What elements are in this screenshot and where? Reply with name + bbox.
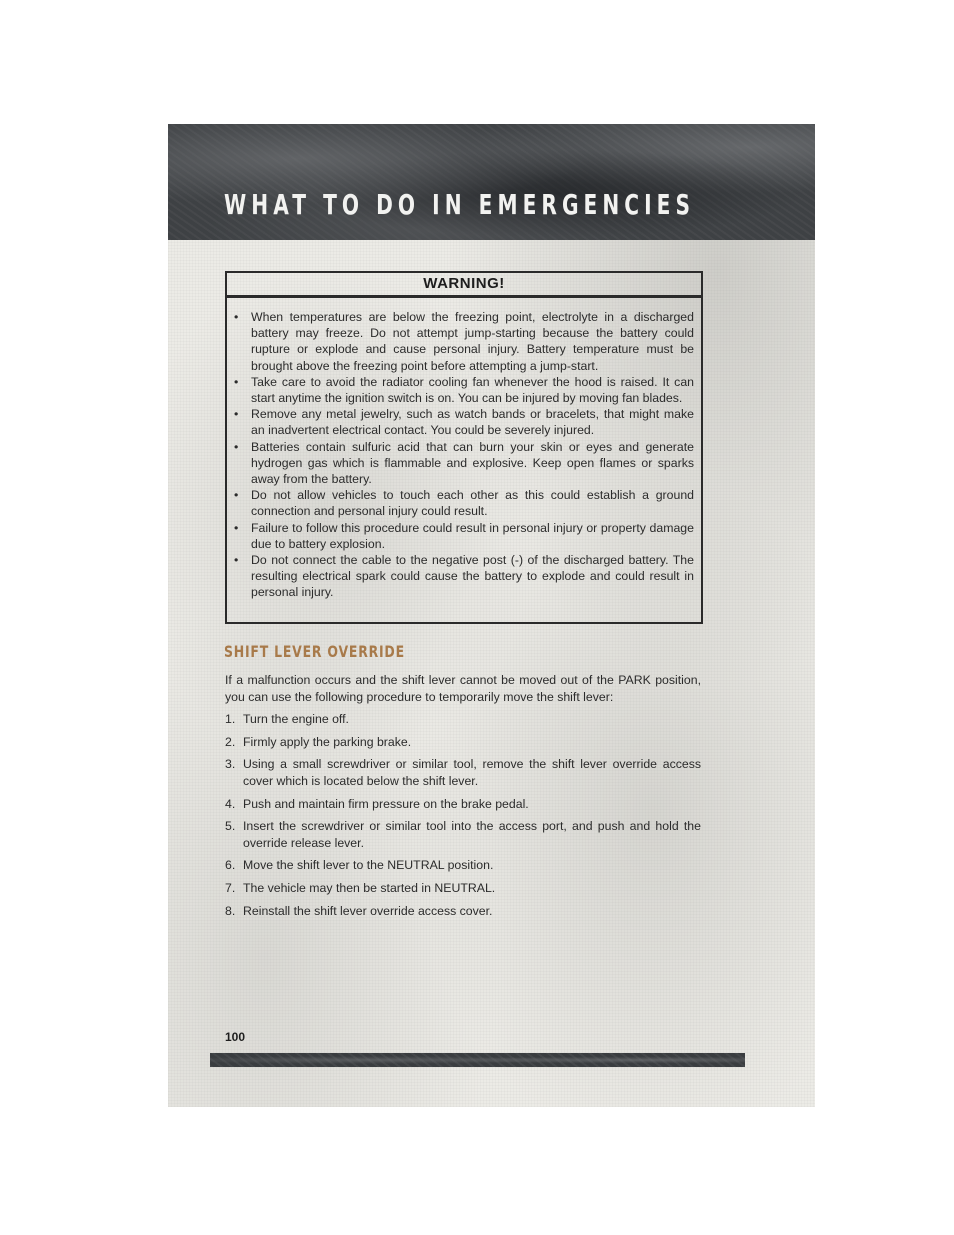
- warning-item-text: When temperatures are below the freezing point, electrolyte in a discharged battery may freeze. Do not attempt jump-starting because the battery could rupture or explode and cause personal injury. Battery temperature must be brought above the freezing point before attempting a jump-start.: [251, 310, 694, 373]
- step-text: Firmly apply the parking brake.: [243, 734, 412, 749]
- page-number: 100: [225, 1030, 246, 1044]
- warning-item-text: Do not connect the cable to the negative post (-) of the discharged battery. The resulting electrical spark could cause the battery to explode and could result in personal injury.: [251, 553, 694, 600]
- warning-item: [234, 439, 694, 488]
- step-item: [225, 756, 701, 789]
- bullet-icon: •: [234, 488, 239, 503]
- warning-list: [227, 298, 701, 601]
- step-text: Move the shift lever to the NEUTRAL position.: [243, 858, 494, 873]
- warning-item: [234, 520, 694, 552]
- bullet-icon: •: [234, 310, 239, 324]
- step-number: 6.: [225, 858, 236, 873]
- header-band: [168, 124, 815, 240]
- chapter-title: WHAT TO DO IN EMERGENCIES: [224, 188, 696, 221]
- warning-item: [234, 552, 694, 601]
- warning-item: [234, 309, 694, 374]
- step-number: 1.: [225, 712, 236, 726]
- step-number: 3.: [225, 757, 236, 772]
- warning-heading: WARNING!: [227, 273, 701, 298]
- step-item: [225, 734, 701, 751]
- footer-band: [210, 1053, 745, 1067]
- manual-page: [168, 124, 815, 1107]
- procedure-steps: [225, 711, 701, 926]
- warning-item-text: Failure to follow this procedure could result in personal injury or property damage due to battery explosion.: [251, 520, 694, 551]
- step-item: [225, 818, 701, 851]
- step-number: 7.: [225, 881, 236, 896]
- step-number: 5.: [225, 819, 236, 834]
- warning-item-text: Do not allow vehicles to touch each other as this could establish a ground connection and personal injury could result.: [251, 488, 694, 519]
- step-number: 8.: [225, 903, 236, 918]
- bullet-icon: •: [234, 520, 239, 535]
- warning-item-text: Take care to avoid the radiator cooling fan whenever the hood is raised. It can start anytime the ignition switch is on. You can be injured by moving fan blades.: [251, 374, 694, 406]
- step-item: [225, 880, 701, 897]
- warning-item-text: Remove any metal jewelry, such as watch bands or bracelets, that might make an inadvertent electrical contact. You could be severely injured.: [251, 407, 694, 438]
- bullet-icon: •: [234, 407, 239, 422]
- step-text: Using a small screwdriver or similar tool, remove the shift lever override access cover which is located below the shift lever.: [243, 757, 701, 788]
- bullet-icon: •: [234, 439, 239, 454]
- step-number: 4.: [225, 796, 236, 811]
- warning-item: [234, 374, 694, 406]
- step-text: Reinstall the shift lever override access cover.: [243, 903, 493, 918]
- step-text: Turn the engine off.: [243, 712, 349, 726]
- warning-item: [234, 406, 694, 438]
- step-text: Push and maintain firm pressure on the brake pedal.: [243, 796, 529, 811]
- section-intro: If a malfunction occurs and the shift lever cannot be moved out of the PARK position, you can use the following procedure to temporarily move the shift lever:: [225, 673, 701, 704]
- step-text: The vehicle may then be started in NEUTRAL.: [243, 881, 496, 896]
- bullet-icon: •: [234, 374, 239, 389]
- step-item: [225, 903, 701, 920]
- warning-item-text: Batteries contain sulfuric acid that can burn your skin or eyes and generate hydrogen gas which is flammable and explosive. Keep open flames or sparks away from the battery.: [251, 439, 694, 487]
- step-item: [225, 857, 701, 874]
- step-number: 2.: [225, 734, 236, 749]
- warning-item: [234, 487, 694, 519]
- step-item: [225, 796, 701, 813]
- step-text: Insert the screwdriver or similar tool into the access port, and push and hold the override release lever.: [243, 819, 701, 850]
- section-heading: SHIFT LEVER OVERRIDE: [224, 642, 405, 661]
- step-item: [225, 711, 701, 728]
- bullet-icon: •: [234, 553, 239, 568]
- warning-box: [225, 271, 703, 624]
